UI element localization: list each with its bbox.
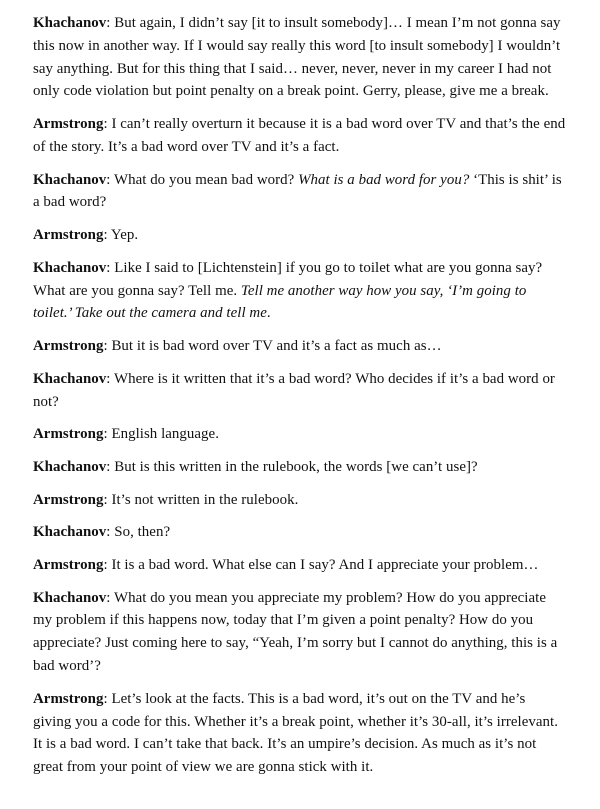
transcript-paragraph — [33, 423, 567, 446]
transcript-paragraph — [33, 335, 567, 358]
speaker-name: Armstrong — [33, 116, 104, 133]
dialogue-text: : What do you mean bad word? — [106, 171, 299, 188]
speaker-name: Khachanov — [33, 458, 107, 475]
transcript-page — [33, 12, 567, 789]
transcript-paragraph — [33, 169, 567, 215]
speaker-name: Armstrong — [33, 690, 104, 707]
transcript-paragraph — [33, 521, 567, 544]
speaker-name: Armstrong — [33, 426, 104, 443]
dialogue-text: : What do you mean you appreciate my problem? How do you appreciate my problem if this happens now, today that I’m given a point penalty? How do you appreciate? Just coming here to say, “Yeah, I’m sorry but I cannot do anything, this is a bad word’? — [33, 589, 558, 675]
dialogue-text: : But again, I didn’t say [it to insult somebody]… I mean I’m not gonna say this now in another way. If I would say really this word [to insult somebody] I wouldn’t say anything. But for this thing that I said… never, never, never in my career I had not only code violation but point penalty on a break point. Gerry, please, give me a break. — [33, 15, 561, 100]
dialogue-text: : I can’t really overturn it because it is a bad word over TV and that’s the end of the story. It’s a bad word over TV and it’s a fact. — [33, 116, 566, 155]
dialogue-text: : It is a bad word. What else can I say? And I appreciate your problem… — [103, 556, 539, 573]
dialogue-text: : Yep. — [103, 227, 139, 244]
dialogue-text: : But it is bad word over TV and it’s a fact as much as… — [103, 338, 442, 355]
transcript-paragraph — [33, 688, 567, 779]
speaker-name: Khachanov — [33, 259, 107, 276]
dialogue-text: : Let’s look at the facts. This is a bad word, it’s out on the TV and he’s giving you a code for this. Whether it’s a break point, whether it’s 30-all, it’s irrelevant. It is a bad word. I can’t take that back. It’s an umpire’s decision. As much as it’s not great from your point of view we are gonna stick with it. — [33, 690, 558, 776]
dialogue-text: . — [266, 305, 271, 322]
speaker-name: Khachanov — [33, 15, 107, 31]
transcript-paragraph — [33, 257, 567, 325]
transcript-paragraph — [33, 554, 567, 577]
speaker-name: Khachanov — [33, 171, 107, 188]
speaker-name: Khachanov — [33, 524, 107, 541]
transcript-paragraph — [33, 224, 567, 247]
dialogue-text: : Like I said to [Lichtenstein] if you go to toilet what are you gonna say? What are you gonna say? Tell me. — [33, 259, 543, 299]
transcript-paragraph — [33, 489, 567, 512]
dialogue-text: : But is this written in the rulebook, the words [we can’t use]? — [106, 458, 478, 475]
transcript-paragraph — [33, 587, 567, 678]
speaker-name: Armstrong — [33, 338, 104, 355]
transcript-paragraph — [33, 113, 567, 159]
dialogue-text-emphasis: What is a bad word for you? — [298, 171, 470, 188]
dialogue-text-emphasis: Tell me another way how you say, ‘I’m going to toilet.’ Take out the camera and tell me — [33, 282, 527, 322]
dialogue-text: : English language. — [103, 426, 219, 443]
speaker-name: Armstrong — [33, 491, 104, 508]
transcript-paragraph — [33, 12, 567, 103]
dialogue-text: : Where is it written that it’s a bad word? Who decides if it’s a bad word or not? — [33, 370, 555, 410]
transcript-paragraph — [33, 368, 567, 414]
transcript-paragraph — [33, 456, 567, 479]
speaker-name: Khachanov — [33, 370, 107, 387]
speaker-name: Khachanov — [33, 589, 107, 606]
speaker-name: Armstrong — [33, 556, 104, 573]
speaker-name: Armstrong — [33, 227, 104, 244]
dialogue-text: ‘This is shit’ is a bad word? — [33, 171, 562, 211]
dialogue-text: : It’s not written in the rulebook. — [103, 491, 299, 508]
dialogue-text: : So, then? — [106, 524, 171, 541]
